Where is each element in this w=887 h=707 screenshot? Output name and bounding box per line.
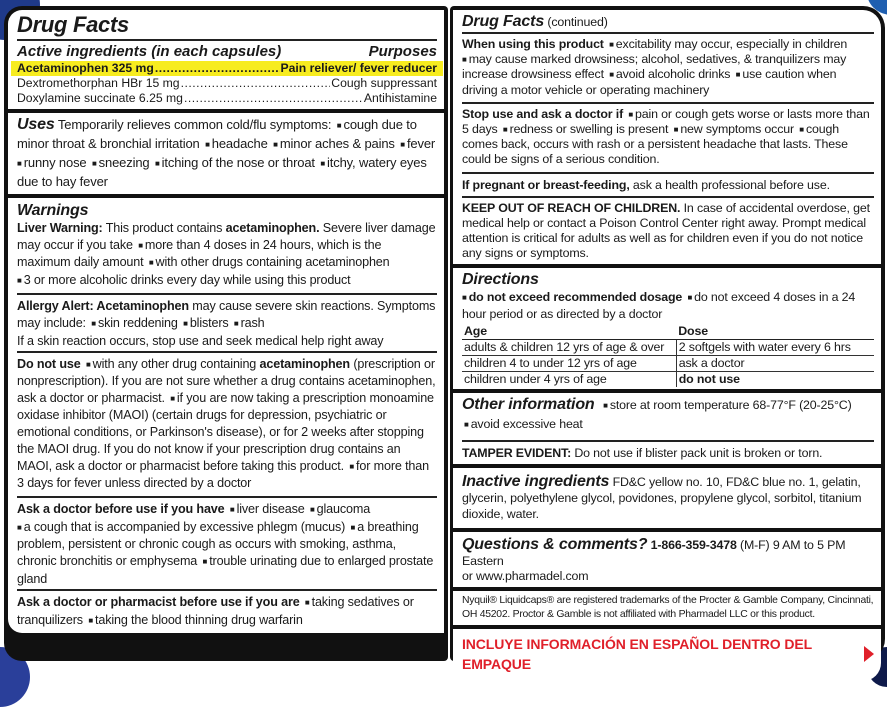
- table-header-row: [462, 324, 874, 340]
- directions-text: ■ do not exceed recommended dosage ■ do not exceed 4 doses in a 24 hour period or as directed by a doctor: [462, 290, 856, 322]
- table-cell-dose: 2 softgels with water every 6 hrs: [676, 340, 874, 356]
- liver-item: with other drugs containing acetaminophen: [155, 255, 390, 270]
- when-using-item: may cause marked drowsiness; alcohol, sedatives, & tranquilizers may increase drowsiness effect: [462, 52, 847, 82]
- uses-item: itchy, watery eyes due to hay fever: [17, 155, 427, 189]
- allergy-item: skin reddening: [97, 315, 178, 330]
- leader-dots: [181, 76, 331, 91]
- liver-item: 3 or more alcoholic drinks every day while using this product: [23, 272, 351, 287]
- ask-doctor-item: glaucoma: [316, 502, 371, 517]
- ask-doctor-item: trouble urinating due to enlarged prostate gland: [17, 553, 434, 586]
- table-cell-dose: ask a doctor: [676, 356, 874, 372]
- divider: [462, 196, 874, 198]
- uses-intro: Temporarily relieves common cold/flu symptoms:: [57, 117, 332, 132]
- allergy-alert: Allergy Alert: Acetaminophen may cause severe skin reactions. Symptoms may include: ■ skin reddening ■ blisters ■ rash If a skin reaction occurs, stop use and seek medical help right away: [17, 299, 436, 348]
- active-ingredients-header: [17, 43, 437, 61]
- table-cell-age: children 4 to under 12 yrs of age: [462, 356, 676, 372]
- other-info-heading: Other information: [462, 396, 595, 414]
- directions-section: [453, 268, 881, 389]
- allergy-text: may cause severe skin reactions. Symptoms may include:: [17, 299, 436, 330]
- uses-item: cough due to minor throat & bronchial irritation: [17, 117, 417, 151]
- stop-use-item: cough comes back, occurs with rash or a persistent headache that lasts. These could be signs of a serious condition.: [462, 122, 848, 167]
- phone-number[interactable]: 1-866-359-3478: [650, 537, 737, 552]
- divider: [462, 102, 874, 104]
- stop-use-item: pain or cough gets worse or lasts more than 5 days: [462, 106, 870, 137]
- other-info: Other information ■ store at room temperature 68-77°F (20-25°C) ■ avoid excessive heat: [462, 396, 852, 432]
- continued-label: (continued): [547, 15, 608, 29]
- other-info-item: avoid excessive heat: [470, 417, 583, 432]
- uses-heading: Uses: [17, 116, 55, 133]
- other-information-section: [453, 393, 881, 464]
- inactive-ingredients-section: [453, 468, 881, 527]
- when-using-label: When using this product: [462, 37, 604, 51]
- when-using-item: excitability may occur, especially in children: [615, 37, 848, 51]
- spanish-info-banner: [462, 634, 874, 674]
- do-not-use: Do not use ■ with any other drug containing acetaminophen (prescription or nonprescription). If you are not sure whether a drug contains acetaminophen, ask a doctor or pharmacist. ■ if you are now taking a prescription monoamine oxidase inhibitor (MAOI) (certain drugs for depression, psychiatric or emotional conditions, or Parkinson's disease), or for 2 weeks after stopping the MAOI drug. If you do not know if your prescription drug contains an MAOI, ask a doctor or pharmacist before taking this product. ■ for more than 3 days for fever unless directed by a doctor: [17, 357, 436, 491]
- inactive-heading: Inactive ingredients: [462, 473, 610, 491]
- ask-pharmacist-label: Ask a doctor or pharmacist before use if you are: [17, 595, 300, 610]
- other-info-item: store at room temperature 68-77°F (20-25°C): [609, 398, 852, 413]
- uses-item: sneezing: [98, 155, 150, 170]
- active-ingredients-section: [8, 10, 444, 109]
- do-not-use-text: (prescription or nonprescription). If you are not sure whether a drug contains acetaminophen, ask a doctor or pharmacist.: [17, 357, 436, 406]
- trademark-section: [453, 591, 881, 625]
- ask-doctor: Ask a doctor before use if you have ■ liver disease ■ glaucoma ■ a cough that is accompanied by excessive phlegm (mucus) ■ a breathing problem, persistent or chronic cough as occurs with smoking, asthma, chronic bronchitis or emphysema ■ trouble urinating due to enlarged prostate gland: [17, 502, 434, 586]
- pregnant-label: If pregnant or breast-feeding,: [462, 177, 630, 192]
- drug-facts-title: Drug Facts: [17, 12, 129, 37]
- divider: [17, 589, 437, 591]
- divider: [17, 293, 437, 295]
- divider: [17, 351, 437, 353]
- active-ingredients-heading: Active ingredients (in each capsules): [17, 43, 282, 60]
- directions-item: do not exceed 4 doses in a 24 hour period or as directed by a doctor: [462, 290, 856, 322]
- divider: [17, 39, 437, 41]
- questions-heading: Questions & comments?: [462, 535, 648, 553]
- inactive-text: FD&C yellow no. 10, FD&C blue no. 1, gelatin, glycerin, polyethylene glycol, povidones, propylene glycol, sorbitol, titanium dioxide, water.: [462, 475, 862, 521]
- when-using-item: use caution when driving a motor vehicle or operating machinery: [462, 67, 837, 97]
- liver-warning-text: Severe liver damage may occur if you take: [17, 221, 436, 252]
- ask-doctor-label: Ask a doctor before use if you have: [17, 502, 225, 517]
- warnings-section: [8, 198, 444, 633]
- stop-use: Stop use and ask a doctor if ■ pain or cough gets worse or lasts more than 5 days ■ redness or swelling is present ■ new symptoms occur ■ cough comes back, occurs with rash or a persistent headache that lasts. These could be signs of a serious condition.: [462, 106, 870, 167]
- stop-use-item: new symptoms occur: [680, 122, 794, 137]
- divider: [17, 496, 437, 498]
- directions-heading: Directions: [462, 271, 539, 289]
- tamper-text: Do not use if blister pack unit is broken or torn.: [574, 446, 823, 461]
- support-hours: (M-F) 9 AM to 5 PM Eastern: [462, 537, 846, 568]
- uses-item: fever: [406, 136, 436, 151]
- ingredient-name: Doxylamine succinate 6.25 mg: [17, 91, 183, 105]
- tamper-label: TAMPER EVIDENT:: [462, 446, 572, 461]
- table-row: [462, 372, 874, 388]
- leader-dots: [155, 61, 280, 76]
- divider: [462, 440, 874, 442]
- keep-out-text: In case of accidental overdose, get medical help or contact a Poison Control Center right away. Prompt medical attention is critical for adults as well as for children even if you do not notice any signs or symptoms.: [462, 200, 870, 261]
- table-cell-age: adults & children 12 yrs of age & over: [462, 340, 676, 356]
- table-cell-age: children under 4 yrs of age: [462, 372, 676, 388]
- ingredient-name: Acetaminophen 325 mg: [17, 61, 154, 75]
- pregnant-notice: [462, 177, 874, 194]
- do-not-use-text: if you are now taking a prescription monoamine oxidase inhibitor (MAOI) (certain drugs for depression, psychiatric or emotional conditions, or Parkinson's disease), or for 2 weeks after stopping the MAOI drug. If you do not know if your prescription drug contains an MAOI, ask a doctor or pharmacist before taking this product.: [17, 391, 434, 474]
- table-row: [462, 356, 874, 372]
- ingredient-row: [11, 61, 443, 76]
- table-cell-dose: do not use: [678, 372, 740, 387]
- when-using-item: avoid alcoholic drinks: [615, 67, 731, 82]
- allergy-label: Allergy Alert: Acetaminophen: [17, 299, 189, 314]
- do-not-use-bold: acetaminophen: [259, 357, 350, 372]
- trademark-text: Nyquil® Liquidcaps® are registered trademarks of the Procter & Gamble Company, Cincinnati, OH 45202. Proctor & Gamble is not affiliated with Pharmadel LLC or this product.: [462, 595, 874, 621]
- table-row: [462, 340, 874, 356]
- allergy-item: rash: [240, 315, 265, 330]
- website-link[interactable]: or www.pharmadel.com: [462, 569, 589, 584]
- ask-pharmacist-item: taking sedatives or tranquilizers: [17, 595, 414, 627]
- do-not-use-text: for more than 3 days for fever unless directed by a doctor: [17, 459, 429, 491]
- usage-warnings-section: [453, 10, 881, 264]
- keep-out-label: KEEP OUT OF REACH OF CHILDREN.: [462, 200, 681, 215]
- keep-out-of-reach: [462, 201, 874, 262]
- dosage-table: [462, 324, 874, 387]
- ingredient-name: Dextromethorphan HBr 15 mg: [17, 76, 180, 90]
- pregnant-text: ask a health professional before use.: [632, 177, 830, 192]
- liver-warning-text: This product contains: [105, 221, 223, 235]
- drug-facts-right-panel: [450, 6, 885, 673]
- uses-item: itching of the nose or throat: [161, 155, 315, 170]
- do-not-use-label: Do not use: [17, 357, 81, 372]
- uses-item: minor aches & pains: [279, 136, 395, 151]
- arrow-right-icon: [864, 646, 874, 662]
- ingredient-purpose: Pain reliever/ fever reducer: [280, 61, 437, 75]
- directions-item: do not exceed recommended dosage: [468, 290, 683, 305]
- ask-pharmacist: Ask a doctor or pharmacist before use if you are ■ taking sedatives or tranquilizers ■ taking the blood thinning drug warfarin: [17, 595, 414, 627]
- ingredient-row: [17, 76, 437, 91]
- liver-warning: Liver Warning: This product contains acetaminophen. Severe liver damage may occur if you take ■ more than 4 doses in 24 hours, which is the maximum daily amount ■ with other drugs containing acetaminophen ■ 3 or more alcoholic drinks every day while using this product: [17, 221, 436, 287]
- allergy-after: If a skin reaction occurs, stop use and seek medical help right away: [17, 333, 384, 348]
- ask-doctor-item: a cough that is accompanied by excessive phlegm (mucus): [23, 519, 346, 534]
- table-header: Age: [462, 324, 676, 340]
- questions-section: [453, 532, 881, 587]
- divider: [462, 32, 874, 34]
- drug-facts-title-continued: Drug Facts: [462, 13, 545, 30]
- purposes-heading: Purposes: [368, 43, 437, 60]
- continued-header: [462, 12, 874, 32]
- stop-use-label: Stop use and ask a doctor if: [462, 106, 624, 121]
- ingredient-row: [17, 91, 437, 106]
- liver-item: more than 4 doses in 24 hours, which is the maximum daily amount: [17, 237, 382, 270]
- uses-section: Uses Temporarily relieves common cold/flu symptoms: ■ cough due to minor throat & bronchial irritation ■ headache ■ minor aches & pains ■ fever ■ runny nose ■ sneezing ■ itching of the nose or throat ■ itchy, watery eyes due to hay fever: [8, 113, 444, 194]
- ask-doctor-item: a breathing problem, persistent or chronic cough as occurs with smoking, asthma, chronic bronchitis or emphysema: [17, 519, 419, 568]
- do-not-use-text: with any other drug containing: [92, 357, 257, 372]
- when-using: When using this product ■ excitability may occur, especially in children ■ may cause marked drowsiness; alcohol, sedatives, & tranquilizers may increase drowsiness effect ■ avoid alcoholic drinks ■ use caution when driving a motor vehicle or operating machinery: [462, 37, 848, 97]
- spanish-info-section: [453, 629, 881, 681]
- tamper-evident: [462, 445, 874, 461]
- spanish-info-text: INCLUYE INFORMACIÓN EN ESPAÑOL DENTRO DEL EMPAQUE: [462, 636, 812, 673]
- ingredient-purpose: Antihistamine: [363, 91, 437, 105]
- divider: [462, 172, 874, 174]
- uses-item: headache: [211, 136, 268, 151]
- ask-doctor-item: liver disease: [236, 502, 305, 517]
- warnings-heading: Warnings: [17, 202, 89, 219]
- uses-item: runny nose: [23, 155, 87, 170]
- liver-warning-label: Liver Warning:: [17, 221, 103, 235]
- drug-facts-left-panel: [4, 6, 448, 661]
- liver-warning-bold: acetaminophen.: [225, 221, 320, 235]
- table-header: Dose: [676, 324, 874, 340]
- allergy-item: blisters: [189, 315, 229, 330]
- ask-pharmacist-item: taking the blood thinning drug warfarin: [95, 612, 303, 627]
- leader-dots: [184, 91, 363, 106]
- ingredient-purpose: Cough suppressant: [331, 76, 437, 90]
- stop-use-item: redness or swelling is present: [509, 122, 669, 137]
